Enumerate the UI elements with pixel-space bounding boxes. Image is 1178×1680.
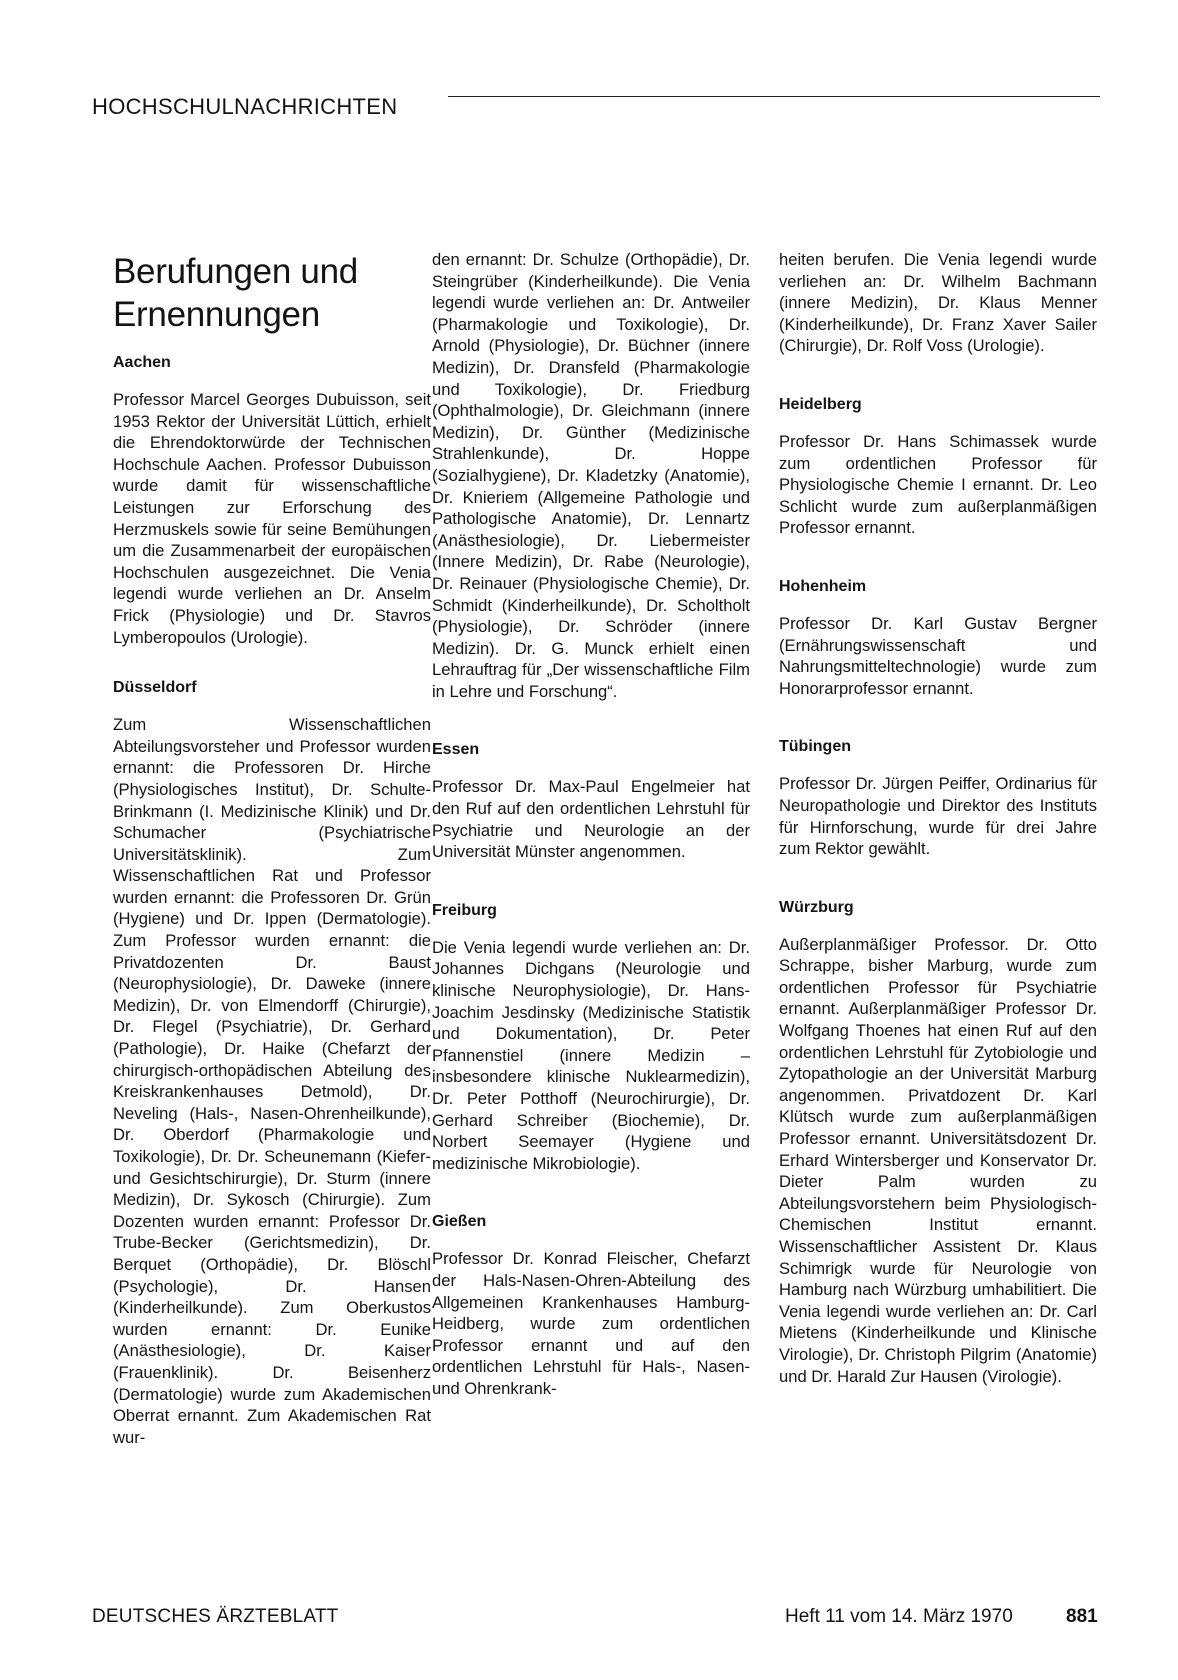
article-giessen: Professor Dr. Konrad Fleischer, Chefarzt der Hals-Nasen-Ohren-Abteilung des Allgemeinen Krankenhauses Hamburg-Heidberg, wurde zum ordentlichen Professor ernannt und auf den ordentlichen Lehrstuhl für Hals-, Nasen- und Ohrenkrank- bbox=[432, 1249, 750, 1398]
column-2 bbox=[432, 249, 750, 1400]
column-1 bbox=[113, 250, 431, 1448]
city-heading-freiburg: Freiburg bbox=[432, 901, 497, 919]
page-number: 881 bbox=[1066, 1606, 1098, 1627]
article-duesseldorf: Zum Wissenschaftlichen Abteilungsvorsteher und Professor wurden ernannt: die Professoren Dr. Hirche (Physiologisches Institut), Dr. Schulte-Brinkmann (I. Medizinische Klinik) und Dr. Schumacher (Psychiatrische Universitätsklinik). Zum Wissenschaftlichen Rat und Professor wurden ernannt: die Professoren Dr. Grün (Hygiene) und Dr. Ippen (Dermatologie). Zum Professor wurden ernannt: die Privatdozenten Dr. Baust (Neurophysiologie), Dr. Daweke (innere Medizin), Dr. von Elmendorff (Chirurgie), Dr. Flegel (Psychiatrie), Dr. Gerhard (Pathologie), Dr. Haike (Chefarzt der chirurgisch-orthopädischen Abteilung des Kreiskrankenhauses Detmold), Dr. Neveling (Hals-, Nasen-Ohrenheilkunde), Dr. Oberdorf (Pharmakologie und Toxikologie), Dr. Dr. Scheunemann (Kiefer- und Gesichtschirurgie), Dr. Sturm (innere Medizin), Dr. Sykosch (Chirurgie). Zum Dozenten wurden ernannt: Professor Dr. Trube-Becker (Gerichtsmedizin), Dr. Berquet (Orthopädie), Dr. Blöschl (Psychologie), Dr. Hansen (Kinderheilkunde). Zum Oberkustos wurden ernannt: Dr. Eunike (Anästhesiologie), Dr. Kaiser (Frauenklinik). Dr. Beisenherz (Dermatologie) wurde zum Akademischen Oberrat ernannt. Zum Akademischen Rat wur- bbox=[113, 715, 431, 1447]
city-heading-giessen: Gießen bbox=[432, 1213, 487, 1231]
city-heading-heidelberg: Heidelberg bbox=[779, 395, 862, 413]
article-tuebingen: Professor Dr. Jürgen Peiffer, Ordinarius für Neuropathologie und Direktor des Instituts für Hirnforschung, wurde für drei Jahre zum Rektor gewählt. bbox=[779, 774, 1097, 859]
article-wuerzburg: Außerplanmäßiger Professor. Dr. Otto Schrappe, bisher Marburg, wurde zum ordentlichen Professor für Psychiatrie ernannt. Außerplanmäßiger Professor Dr. Wolfgang Thoenes hat einen Ruf auf den ordentlichen Lehrstuhl für Zytobiologie und Zytopathologie an der Universität Marburg angenommen. Privatdozent Dr. Karl Klütsch wurde zum außerplanmäßigen Professor ernannt. Universitätsdozent Dr. Erhard Wintersberger und Konservator Dr. Dieter Palm wurden zu Abteilungsvorstehern beim Physiologisch-Chemischen Institut ernannt. Wissenschaftlicher Assistent Dr. Klaus Schimrigk wurde für Neurologie von Hamburg nach Würzburg umhabilitiert. Die Venia legendi wurde verliehen an: Dr. Carl Mietens (Kinderheilkunde und Klinische Virologie), Dr. Christoph Pilgrim (Anatomie) und Dr. Harald Zur Hausen (Virologie). bbox=[779, 934, 1097, 1386]
article-essen: Professor Dr. Max-Paul Engelmeier hat den Ruf auf den ordentlichen Lehrstuhl für Psychiatrie und Neurologie an der Universität Münster angenommen. bbox=[432, 777, 750, 862]
city-heading-essen: Essen bbox=[432, 741, 480, 759]
issue-info: Heft 11 vom 14. März 1970 bbox=[785, 1606, 1013, 1627]
article-aachen: Professor Marcel Georges Dubuisson, seit 1953 Rektor der Universität Lüttich, erhielt die Ehrendoktorwürde der Technischen Hochschule Aachen. Professor Dubuisson wurde damit für wissenschaftliche Leistungen zur Erforschung des Herzmuskels sowie für seine Bemühungen um die Zusammenarbeit der europäischen Hochschulen ausgezeichnet. Die Venia legendi wurde verliehen an Dr. Anselm Frick (Physiologie) und Dr. Stavros Lymberopoulos (Urologie). bbox=[113, 390, 431, 647]
city-heading-wuerzburg: Würzburg bbox=[779, 898, 854, 916]
city-heading-hohenheim: Hohenheim bbox=[779, 577, 867, 595]
city-heading-tuebingen: Tübingen bbox=[779, 738, 851, 756]
column-3 bbox=[779, 249, 1097, 1387]
header-rule bbox=[448, 96, 1100, 97]
journal-name: DEUTSCHES ÄRZTEBLATT bbox=[92, 1606, 339, 1627]
article-hohenheim: Professor Dr. Karl Gustav Bergner (Ernährungswissenschaft und Nahrungsmitteltechnologie) wurde zum Honorarprofessor ernannt. bbox=[779, 613, 1097, 698]
city-heading-aachen: Aachen bbox=[113, 354, 171, 371]
article-giessen-continued: heiten berufen. Die Venia legendi wurde verliehen an: Dr. Wilhelm Bachmann (innere Medizin), Dr. Klaus Menner (Kinderheilkunde), Dr. Franz Xaver Sailer (Chirurgie), Dr. Rolf Voss (Urologie). bbox=[779, 250, 1097, 356]
city-heading-duesseldorf: Düsseldorf bbox=[113, 679, 197, 697]
page-title: Berufungen und Ernennungen bbox=[113, 252, 358, 334]
section-header: HOCHSCHULNACHRICHTEN bbox=[92, 94, 398, 119]
article-duesseldorf-continued: den ernannt: Dr. Schulze (Orthopädie), Dr. Steingrüber (Kinderheilkunde). Die Venia legendi wurde verliehen an: Dr. Antweiler (Pharmakologie und Toxikologie), Dr. Arnold (Physiologie), Dr. Büchner (innere Medizin), Dr. Dransfeld (Pharmakologie und Toxikologie), Dr. Friedburg (Ophthalmologie), Dr. Gleichmann (innere Medizin), Dr. Günther (Medizinische Strahlenkunde), Dr. Hoppe (Sozialhygiene), Dr. Kladetzky (Anatomie), Dr. Knieriem (Allgemeine Pathologie und Pathologische Anatomie), Dr. Lennartz (Anästhesiologie), Dr. Liebermeister (Innere Medizin), Dr. Rabe (Neurologie), Dr. Reinauer (Physiologische Chemie), Dr. Schmidt (Kinderheilkunde), Dr. Scholtholt (Physiologie), Dr. Schröder (innere Medizin). Dr. G. Munck erhielt einen Lehrauftrag für „Der wissenschaftliche Film in Lehre und Forschung“. bbox=[432, 250, 750, 701]
article-heidelberg: Professor Dr. Hans Schimassek wurde zum ordentlichen Professor für Physiologische Chemie I ernannt. Dr. Leo Schlicht wurde zum außerplanmäßigen Professor ernannt. bbox=[779, 431, 1097, 538]
article-freiburg: Die Venia legendi wurde verliehen an: Dr. Johannes Dichgans (Neurologie und klinische Neurophysiologie), Dr. Hans-Joachim Jesdinsky (Medizinische Statistik und Dokumentation), Dr. Peter Pfannenstiel (innere Medizin – insbesondere klinische Nuklearmedizin), Dr. Peter Potthoff (Neurochirurgie), Dr. Gerhard Schreiber (Biochemie), Dr. Norbert Seemayer (Hygiene und medizinische Mikrobiologie). bbox=[432, 937, 750, 1173]
